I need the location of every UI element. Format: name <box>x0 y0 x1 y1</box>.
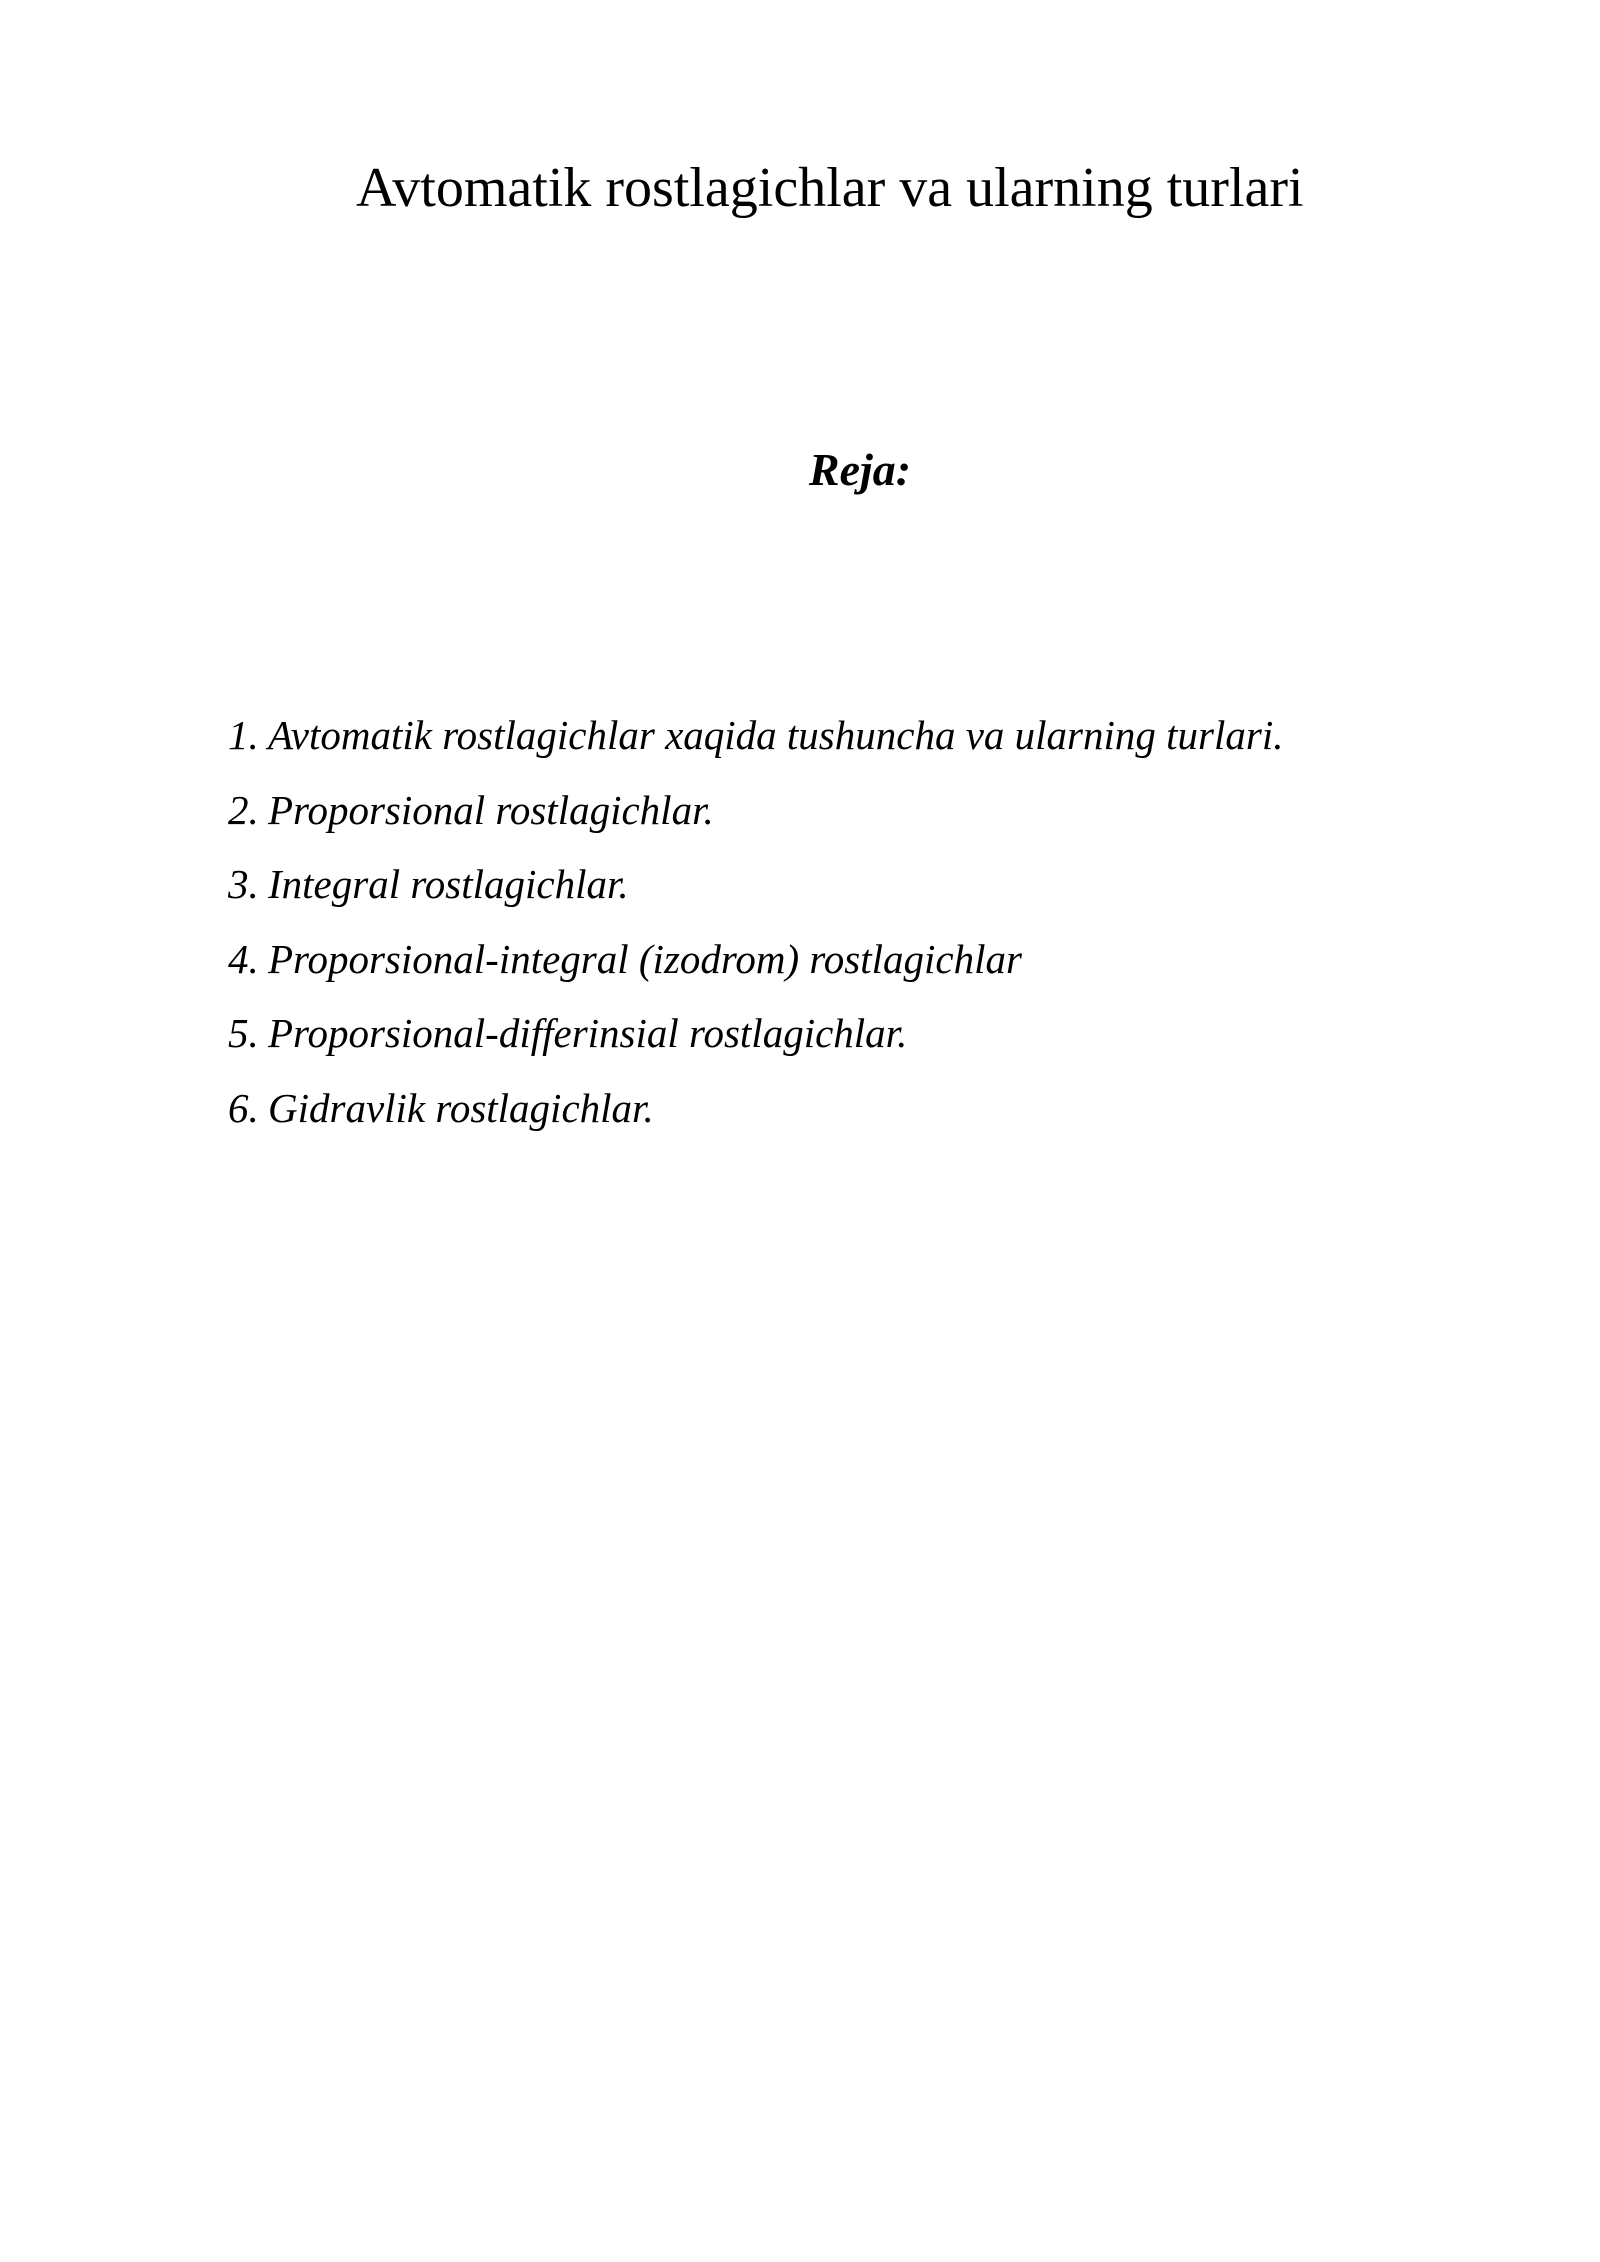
plan-item-number: 4. <box>228 935 259 982</box>
plan-item-text: Avtomatik rostlagichlar xaqida tushuncha va ularning turlari. <box>268 712 1284 758</box>
plan-list <box>228 705 1283 1152</box>
plan-item-1 <box>228 705 1283 780</box>
plan-item-3 <box>228 854 1283 929</box>
plan-item-6 <box>228 1078 1283 1153</box>
plan-item-text: Proporsional rostlagichlar. <box>268 786 714 833</box>
plan-item-2 <box>228 780 1283 855</box>
plan-item-number: 5. <box>228 1010 259 1056</box>
plan-item-text: Gidravlik rostlagichlar. <box>268 1084 654 1131</box>
plan-item-number: 2. <box>228 786 259 833</box>
plan-item-5 <box>228 1003 1283 1078</box>
plan-item-number: 6. <box>228 1084 259 1131</box>
plan-item-4 <box>228 929 1283 1004</box>
plan-item-text: Proporsional-differinsial rostlagichlar. <box>268 1010 908 1056</box>
plan-heading: Reja: <box>808 444 912 495</box>
plan-item-number: 3. <box>228 861 259 907</box>
plan-item-text: Integral rostlagichlar. <box>268 861 629 907</box>
plan-item-text: Proporsional-integral (izodrom) rostlagichlar <box>268 935 1022 982</box>
plan-item-number: 1. <box>228 712 259 758</box>
document-title: Avtomatik rostlagichlar va ularning turlari <box>356 157 1304 219</box>
